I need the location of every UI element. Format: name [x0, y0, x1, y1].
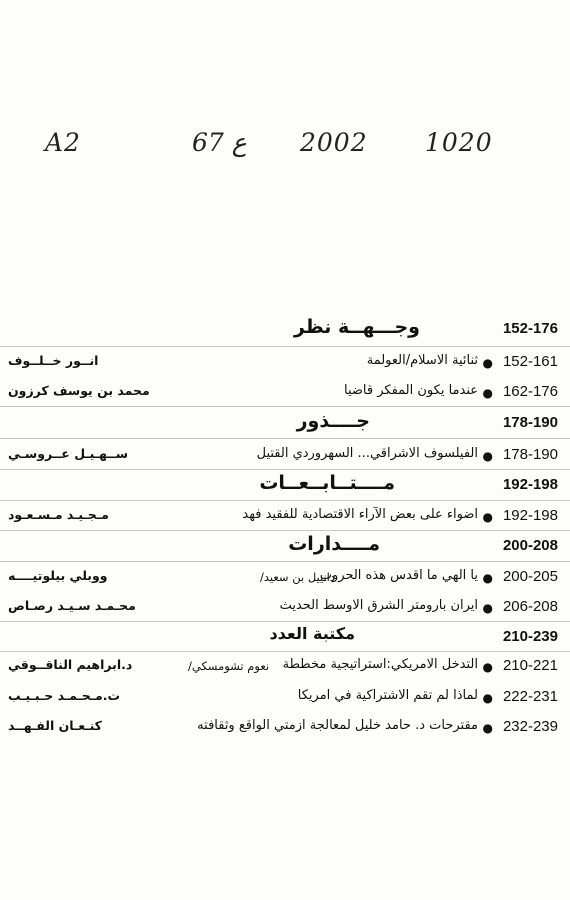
bullet-icon: ●	[482, 356, 493, 370]
section-title: مــــدارات	[288, 533, 380, 555]
entry-pages: 162-176	[502, 383, 558, 400]
entry-author: محـمـد سـيـد رصـاص	[8, 598, 136, 613]
divider	[0, 406, 570, 407]
section-pages: 152-176	[502, 320, 558, 337]
section-title: وجـــهــة نظر	[293, 316, 420, 338]
entry-title: ثنائية الاسلام/العولمة	[366, 353, 478, 368]
toc-entry	[0, 657, 570, 687]
entry-author: مـجـيـد مـسـعـود	[8, 507, 109, 522]
divider	[0, 530, 570, 531]
section-header	[0, 472, 570, 506]
bullet-icon: ●	[482, 571, 493, 585]
entry-author: انــور خــلــوف	[8, 353, 99, 368]
section-pages: 200-208	[502, 537, 558, 554]
bullet-icon: ●	[482, 386, 493, 400]
section-header	[0, 533, 570, 567]
bullet-icon: ●	[482, 660, 493, 674]
entry-author: كنـعـان الفـهــد	[8, 718, 102, 733]
entry-title: اضواء على بعض الآراء الاقتصادية للفقيد فهد	[242, 507, 478, 522]
entry-pages: 178-190	[502, 446, 558, 463]
entry-title: مقترحات د. حامد خليل لمعالجة ازمتي الواقع وثقافته	[197, 718, 478, 733]
entry-author: ت.مـحـمـد حـبـيـب	[8, 688, 121, 703]
bullet-icon: ●	[482, 601, 493, 615]
section-title: مــــتــابــعــات	[259, 472, 395, 494]
toc-entry	[0, 718, 570, 748]
toc-entry	[0, 568, 570, 598]
entry-title: ايران بارومتر الشرق الاوسط الحديث	[279, 598, 478, 613]
toc-entry	[0, 507, 570, 537]
bullet-icon: ●	[482, 691, 493, 705]
divider	[0, 561, 570, 562]
section-header	[0, 624, 570, 658]
toc-entry	[0, 383, 570, 413]
divider	[0, 438, 570, 439]
entry-title: الفيلسوف الاشراقي... السهروردي القتيل	[256, 446, 478, 461]
toc-entry	[0, 353, 570, 383]
bullet-icon: ●	[482, 449, 493, 463]
bullet-icon: ●	[482, 510, 493, 524]
entry-translator: نعوم تشومسكي/	[188, 659, 270, 673]
handwritten-code: A2	[45, 128, 81, 157]
entry-author: د.ابراهيم الناقــوقي	[8, 657, 133, 672]
entry-pages: 210-221	[502, 657, 558, 674]
entry-title: التدخل الامريكي:استراتيجية مخططة	[282, 657, 478, 672]
section-header	[0, 410, 570, 444]
entry-pages: 192-198	[502, 507, 558, 524]
handwritten-year: 2002	[300, 128, 368, 157]
entry-author: ســهـيـل عــروسـي	[8, 446, 129, 461]
bullet-icon: ●	[482, 721, 493, 735]
entry-pages: 200-205	[502, 568, 558, 585]
entry-pages: 232-239	[502, 718, 558, 735]
entry-translator: دانييل بن سعيد/	[260, 570, 335, 584]
section-title: جــــذور	[296, 410, 370, 432]
divider	[0, 469, 570, 470]
section-pages: 178-190	[502, 414, 558, 431]
entry-pages: 152-161	[502, 353, 558, 370]
divider	[0, 621, 570, 622]
handwritten-number: 1020	[425, 128, 493, 157]
entry-title: يا الهي ما اقدس هذه الحروب	[319, 568, 478, 583]
entry-title: لماذا لم تقم الاشتراكية في امريكا	[297, 688, 478, 703]
entry-pages: 222-231	[502, 688, 558, 705]
section-pages: 210-239	[502, 628, 558, 645]
section-pages: 192-198	[502, 476, 558, 493]
section-title: مكتبة العدد	[269, 624, 355, 643]
entry-author: ووبلي بيلوتيــــه	[8, 568, 108, 583]
toc-entry	[0, 688, 570, 718]
entry-pages: 206-208	[502, 598, 558, 615]
divider	[0, 651, 570, 652]
entry-author: محمد بن يوسف كرزون	[8, 383, 150, 398]
entry-title: عندما يكون المفكر قاضيا	[344, 383, 478, 398]
divider	[0, 346, 570, 347]
divider	[0, 500, 570, 501]
handwritten-issue: 67 ع	[192, 128, 247, 157]
